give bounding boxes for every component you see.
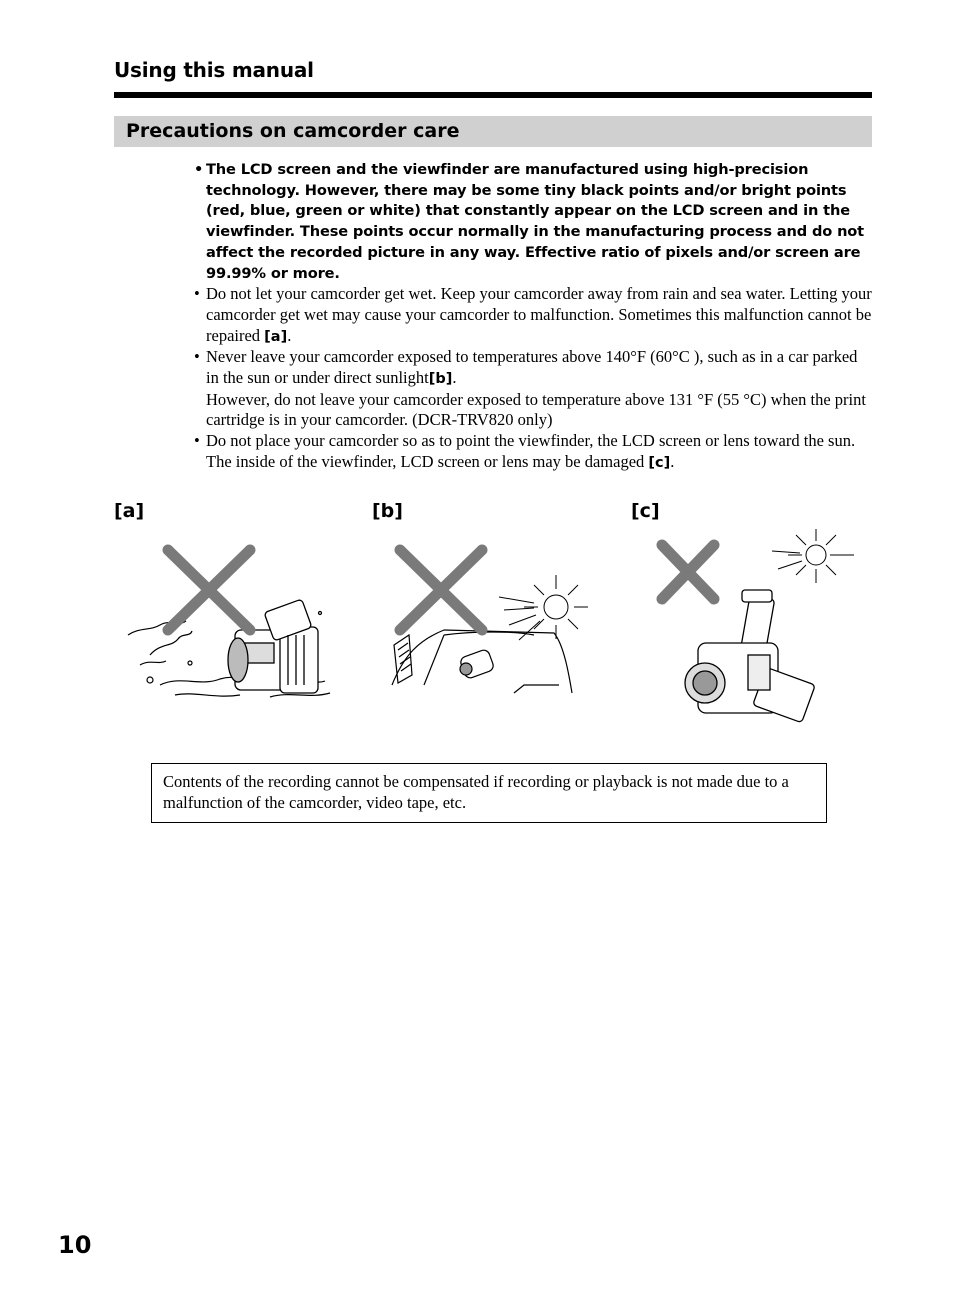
figure-label-a: [a] — [114, 500, 145, 522]
prohibited-cross-icon — [662, 545, 714, 599]
prohibited-cross-icon — [400, 550, 482, 630]
illustration-camcorder-in-water — [120, 535, 350, 715]
illustration-camcorder-toward-sun — [650, 525, 870, 730]
page-number: 10 — [58, 1231, 92, 1259]
figure-ref-a: [a] — [264, 328, 288, 345]
precautions-list — [194, 160, 874, 474]
list-item — [194, 160, 874, 284]
disclaimer-text: Contents of the recording cannot be compensated if recording or playback is not made due to a malfunction of the camcorder, video tape, etc. — [163, 772, 789, 812]
bullet-note-print-cartridge: However, do not leave your camcorder exposed to temperature above 131 °F (55 °C) when the print cartridge is in your camcorder. (DCR-TRV820 only) — [206, 389, 866, 430]
illustration-camcorder-in-car-sun — [384, 535, 614, 705]
figure-ref-c: [c] — [648, 454, 671, 471]
subsection-title: Precautions on camcorder care — [126, 120, 460, 142]
figure-ref-b: [b] — [428, 371, 453, 388]
figure-label-b: [b] — [372, 500, 403, 522]
sun-icon — [772, 529, 854, 583]
disclaimer-box — [151, 763, 827, 823]
bullet-text-lcd: The LCD screen and the viewfinder are manufactured using high-precision technology. However, there may be some tiny black points and/or bright points (red, blue, green or white) that constantly appear on the LCD screen and in the viewfinder. These points occur normally in the manufacturing process and do not affect the recorded picture in any way. Effective ratio of pixels and/or screen are 99.99% or more. — [206, 161, 865, 282]
list-item — [194, 347, 874, 431]
subsection-header — [114, 116, 872, 147]
header-rule — [114, 92, 872, 98]
bullet-text-water: Do not let your camcorder get wet. Keep your camcorder away from rain and sea water. Letting your camcorder get wet may cause your camcorder to malfunction. Sometimes this malfunction cannot be repaired — [206, 284, 872, 345]
sun-icon — [499, 575, 588, 640]
section-title: Using this manual — [114, 58, 314, 82]
bullet-text-heat: Never leave your camcorder exposed to temperatures above 140°F (60°C ), such as in a car parked in the sun or under direct sunlight — [206, 347, 858, 388]
period: . — [670, 451, 675, 471]
list-item — [194, 284, 874, 347]
figure-label-c: [c] — [631, 500, 660, 522]
period: . — [452, 368, 457, 388]
prohibited-cross-icon — [168, 550, 250, 630]
list-item — [194, 431, 874, 473]
bullet-text-sun: Do not place your camcorder so as to point the viewfinder, the LCD screen or lens toward the sun. The inside of the viewfinder, LCD screen or lens may be damaged — [206, 431, 856, 471]
period: . — [287, 325, 292, 345]
